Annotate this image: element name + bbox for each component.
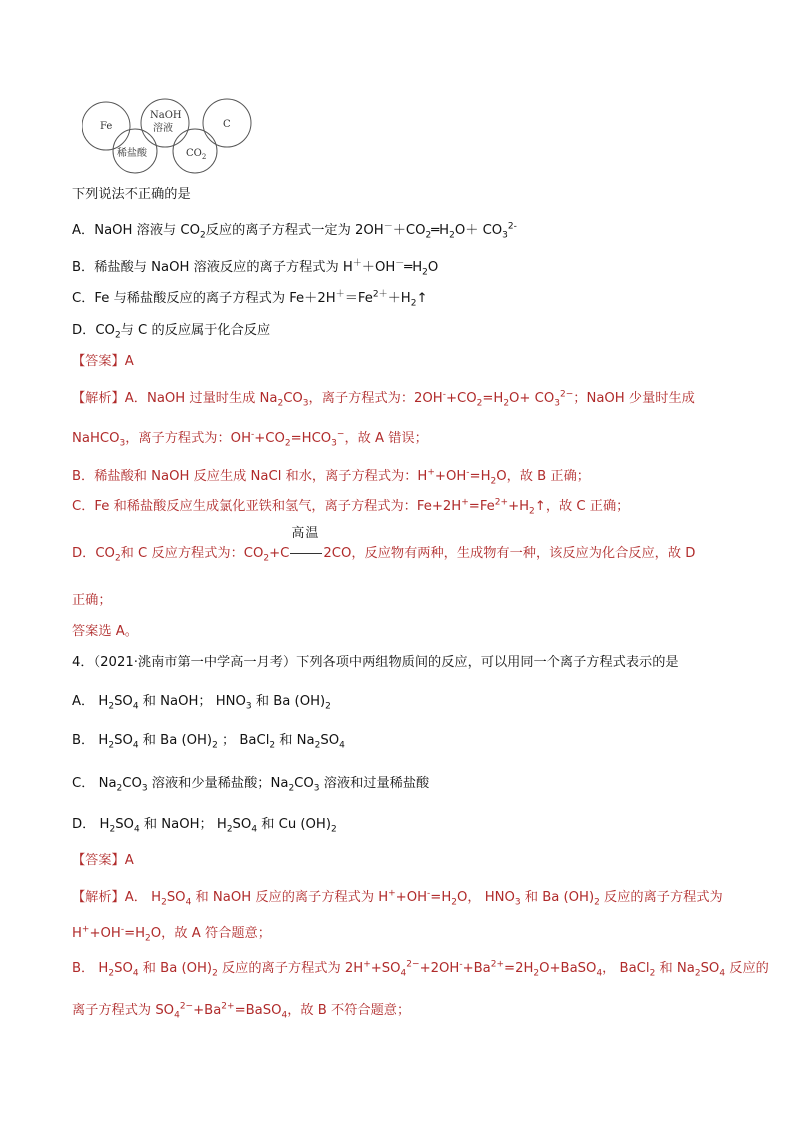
q3-option-b: B．稀盐酸与 NaOH 溶液反应的离子方程式为 $H^++OH^-═H_2O$ [72,258,439,278]
q3-option-a: A．NaOH 溶液与 $CO_2$反应的离子方程式一定为 $2OH^-+CO_2═H_2O+ CO_3^{2-}$ [72,221,517,241]
q3-answer: 【答案】A [72,354,134,369]
q3-analysis-line6: 正确； [72,593,112,608]
circle-label-hcl: 稀盐酸 [117,148,147,159]
circle-label-naoh: NaOH [150,110,182,121]
q4-option-a: A． $H_2SO_4$ 和 NaOH； $HNO_3$ 和 Ba $(OH)_2$ [72,694,331,712]
reaction-condition: 高温 [289,545,323,563]
q3-option-d: D．$CO_2$与 C 的反应属于化合反应 [72,323,271,341]
circle-label-solution: 溶液 [153,123,173,134]
q4-analysis-line2: $H^++OH^-=H_2O$，故 A 符合题意； [72,924,271,944]
q3-analysis-line5: D．$CO_2$和 C 反应方程式为：$CO_2+C$ 高温 2CO，反应物有两种，生成物有一种，该反应为化合反应，故 D [72,526,696,564]
q4-answer: 【答案】A [72,853,134,868]
q4-analysis-line4: 离子方程式为 $SO_4^{2-}+Ba^{2+}=BaSO_4$，故 B 不符合题意； [72,1001,411,1021]
circle-label-fe: Fe [100,121,113,132]
q4-prompt: 4．（2021·洮南市第一中学高一月考）下列各项中两组物质间的反应，可以用同一个离子方程式表示的是 [72,655,679,670]
circle-label-c: C [223,119,231,130]
q4-option-d: D． $H_2SO_4$ 和 NaOH； $H_2SO_4$ 和 Cu $(OH)_2$ [72,817,337,835]
q3-prompt: 下列说法不正确的是 [72,187,191,202]
q4-analysis-line3: B． $H_2SO_4$ 和 Ba $(OH)_2$ 反应的离子方程式为 $2H^++SO_4^{2-}+2OH^-+Ba^{2+}=2H_2O+BaSO_4$， BaCl$_2$ 和 $Na_2SO_4$ 反应的 [72,959,769,979]
q3-analysis-line1: 【解析】A．NaOH 过量时生成 $Na_2CO_3$，离子方程式为：$2OH^-+CO_2=H_2O+ CO_3^{2-}$；NaOH 少量时生成 [72,389,695,409]
q3-analysis-line3: B．稀盐酸和 NaOH 反应生成 NaCl 和水，离子方程式为：$H^++OH^-=H_2O$，故 B 正确； [72,467,590,487]
q4-option-b: B． $H_2SO_4$ 和 Ba $(OH)_2$ ； BaCl$_2$ 和 $Na_2SO_4$ [72,733,345,751]
q3-analysis-line4: C．Fe 和稀盐酸反应生成氯化亚铁和氢气，离子方程式为：$Fe+2H^+=Fe^{2+}+H_2↑$，故 C 正确； [72,497,630,517]
q4-analysis-line1: 【解析】A． $H_2SO_4$ 和 NaOH 反应的离子方程式为 $H^++OH^-=H_2O$， $HNO_3$ 和 Ba $(OH)_2$ 反应的离子方程式为 [72,888,723,908]
reaction-circles-diagram [82,96,262,174]
q4-option-c: C． $Na_2CO_3$ 溶液和少量稀盐酸；$Na_2CO_3$ 溶液和过量稀盐酸 [72,776,430,794]
q3-option-c: C．Fe 与稀盐酸反应的离子方程式为 $Fe+2H^+=Fe^{2+}+H_2↑$ [72,289,428,309]
q3-conclusion: 答案选 A。 [72,624,138,639]
circle-label-co2: $CO_2$ [186,148,207,161]
q3-analysis-line2: NaHCO$_3$，离子方程式为：$OH^-+CO_2=HCO_3^-$，故 A 错误； [72,429,428,449]
